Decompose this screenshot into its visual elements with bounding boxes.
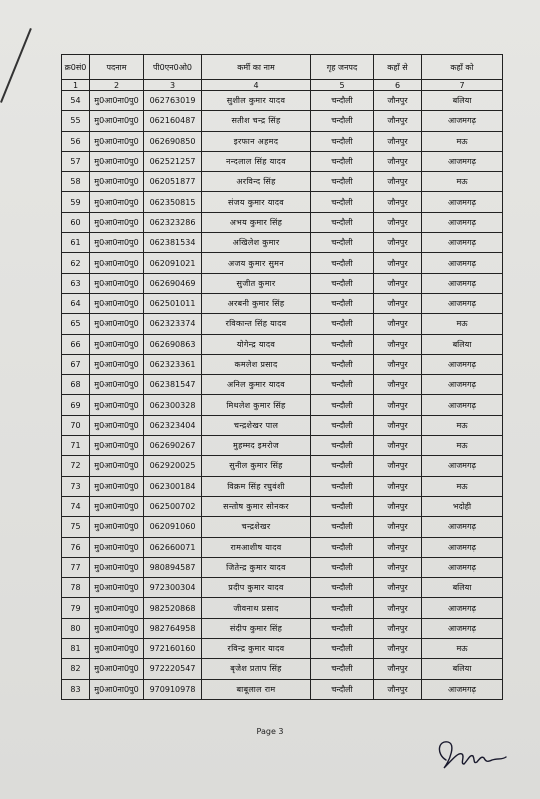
serial-cell: 59 (62, 192, 90, 212)
pno-cell: 062501011 (144, 293, 202, 313)
to-cell: आजमगढ़ (422, 354, 503, 374)
pno-cell: 062300184 (144, 476, 202, 496)
home-district-cell: चन्दौली (311, 476, 374, 496)
to-cell: आजमगढ़ (422, 212, 503, 232)
serial-cell: 74 (62, 496, 90, 516)
header-number: 1 (62, 80, 90, 91)
pno-cell: 062051877 (144, 172, 202, 192)
to-cell: आजमगढ़ (422, 293, 503, 313)
home-district-cell: चन्दौली (311, 578, 374, 598)
home-district-cell: चन्दौली (311, 639, 374, 659)
to-cell: बलिया (422, 334, 503, 354)
from-cell: जौनपुर (374, 111, 422, 131)
pno-cell: 062381534 (144, 233, 202, 253)
pno-cell: 970910978 (144, 679, 202, 699)
name-cell: अजय कुमार सुमन (202, 253, 311, 273)
table-row (62, 557, 503, 577)
from-cell: जौनपुर (374, 618, 422, 638)
pno-cell: 062690469 (144, 273, 202, 293)
table-row (62, 659, 503, 679)
pno-cell: 062521257 (144, 151, 202, 171)
post-cell: मु0आ0ना0पु0 (90, 334, 144, 354)
from-cell: जौनपुर (374, 334, 422, 354)
home-district-cell: चन्दौली (311, 496, 374, 516)
post-cell: मु0आ0ना0पु0 (90, 659, 144, 679)
table-row (62, 375, 503, 395)
post-cell: मु0आ0ना0पु0 (90, 131, 144, 151)
post-cell: मु0आ0ना0पु0 (90, 233, 144, 253)
post-cell: मु0आ0ना0पु0 (90, 578, 144, 598)
table-row (62, 131, 503, 151)
name-cell: अनिल कुमार यादव (202, 375, 311, 395)
table-row (62, 314, 503, 334)
pno-cell: 062323374 (144, 314, 202, 334)
post-cell: मु0आ0ना0पु0 (90, 679, 144, 699)
home-district-cell: चन्दौली (311, 354, 374, 374)
from-cell: जौनपुर (374, 212, 422, 232)
post-cell: मु0आ0ना0पु0 (90, 618, 144, 638)
from-cell: जौनपुर (374, 578, 422, 598)
post-cell: मु0आ0ना0पु0 (90, 293, 144, 313)
table-row (62, 354, 503, 374)
serial-cell: 73 (62, 476, 90, 496)
pno-cell: 062690863 (144, 334, 202, 354)
table-row (62, 618, 503, 638)
home-district-cell: चन्दौली (311, 192, 374, 212)
home-district-cell: चन्दौली (311, 253, 374, 273)
name-cell: योगेन्द्र यादव (202, 334, 311, 354)
serial-cell: 81 (62, 639, 90, 659)
to-cell: आजमगढ़ (422, 253, 503, 273)
to-cell: बलिया (422, 91, 503, 111)
home-district-cell: चन्दौली (311, 679, 374, 699)
serial-cell: 55 (62, 111, 90, 131)
from-cell: जौनपुर (374, 375, 422, 395)
serial-cell: 58 (62, 172, 90, 192)
home-district-cell: चन्दौली (311, 395, 374, 415)
serial-cell: 61 (62, 233, 90, 253)
post-cell: मु0आ0ना0पु0 (90, 496, 144, 516)
header-from: कहाँ से (374, 55, 422, 80)
name-cell: सुशील कुमार यादव (202, 91, 311, 111)
to-cell: आजमगढ़ (422, 192, 503, 212)
home-district-cell: चन्दौली (311, 659, 374, 679)
to-cell: आजमगढ़ (422, 456, 503, 476)
name-cell: प्रदीप कुमार यादव (202, 578, 311, 598)
to-cell: आजमगढ़ (422, 557, 503, 577)
name-cell: मिथलेश कुमार सिंह (202, 395, 311, 415)
home-district-cell: चन्दौली (311, 557, 374, 577)
from-cell: जौनपुर (374, 436, 422, 456)
pno-cell: 982764958 (144, 618, 202, 638)
header-number: 6 (374, 80, 422, 91)
post-cell: मु0आ0ना0पु0 (90, 517, 144, 537)
post-cell: मु0आ0ना0पु0 (90, 395, 144, 415)
table-row (62, 476, 503, 496)
from-cell: जौनपुर (374, 151, 422, 171)
name-cell: सतीश चन्द्र सिंह (202, 111, 311, 131)
header-serial: क्र0सं0 (62, 55, 90, 80)
from-cell: जौनपुर (374, 354, 422, 374)
home-district-cell: चन्दौली (311, 314, 374, 334)
transfer-roster-table (61, 54, 503, 700)
to-cell: आजमगढ़ (422, 618, 503, 638)
home-district-cell: चन्दौली (311, 517, 374, 537)
from-cell: जौनपुर (374, 639, 422, 659)
pno-cell: 062690267 (144, 436, 202, 456)
to-cell: मऊ (422, 314, 503, 334)
post-cell: मु0आ0ना0पु0 (90, 192, 144, 212)
home-district-cell: चन्दौली (311, 375, 374, 395)
table-row (62, 679, 503, 699)
pno-cell: 972300304 (144, 578, 202, 598)
home-district-cell: चन्दौली (311, 151, 374, 171)
header-home-district: गृह जनपद (311, 55, 374, 80)
to-cell: भदोही (422, 496, 503, 516)
header-pno: पी0एन0ओ0 (144, 55, 202, 80)
post-cell: मु0आ0ना0पु0 (90, 375, 144, 395)
header-name: कर्मी का नाम (202, 55, 311, 80)
name-cell: सन्तोष कुमार सोनकर (202, 496, 311, 516)
name-cell: सुनील कुमार सिंह (202, 456, 311, 476)
from-cell: जौनपुर (374, 314, 422, 334)
to-cell: आजमगढ़ (422, 679, 503, 699)
post-cell: मु0आ0ना0पु0 (90, 91, 144, 111)
home-district-cell: चन्दौली (311, 293, 374, 313)
from-cell: जौनपुर (374, 395, 422, 415)
header-row (62, 55, 503, 80)
table-row (62, 273, 503, 293)
from-cell: जौनपुर (374, 659, 422, 679)
serial-cell: 56 (62, 131, 90, 151)
table-row (62, 395, 503, 415)
table-row (62, 436, 503, 456)
serial-cell: 60 (62, 212, 90, 232)
serial-cell: 62 (62, 253, 90, 273)
post-cell: मु0आ0ना0पु0 (90, 537, 144, 557)
pno-cell: 062920025 (144, 456, 202, 476)
from-cell: जौनपुर (374, 172, 422, 192)
from-cell: जौनपुर (374, 598, 422, 618)
table-row (62, 537, 503, 557)
from-cell: जौनपुर (374, 253, 422, 273)
name-cell: रामआशीष यादव (202, 537, 311, 557)
to-cell: मऊ (422, 131, 503, 151)
from-cell: जौनपुर (374, 131, 422, 151)
home-district-cell: चन्दौली (311, 598, 374, 618)
post-cell: मु0आ0ना0पु0 (90, 151, 144, 171)
name-cell: संजय कुमार यादव (202, 192, 311, 212)
from-cell: जौनपुर (374, 233, 422, 253)
serial-cell: 64 (62, 293, 90, 313)
home-district-cell: चन्दौली (311, 233, 374, 253)
serial-cell: 54 (62, 91, 90, 111)
serial-cell: 76 (62, 537, 90, 557)
roster-body (62, 91, 503, 700)
post-cell: मु0आ0ना0पु0 (90, 415, 144, 435)
pno-cell: 062160487 (144, 111, 202, 131)
serial-cell: 67 (62, 354, 90, 374)
post-cell: मु0आ0ना0पु0 (90, 273, 144, 293)
serial-cell: 72 (62, 456, 90, 476)
table-row (62, 192, 503, 212)
page-number: Page 3 (256, 727, 284, 736)
name-cell: रविकान्त सिंह यादव (202, 314, 311, 334)
header-number: 7 (422, 80, 503, 91)
name-cell: नन्दलाल सिंह यादव (202, 151, 311, 171)
from-cell: जौनपुर (374, 476, 422, 496)
header-number: 2 (90, 80, 144, 91)
home-district-cell: चन्दौली (311, 618, 374, 638)
post-cell: मु0आ0ना0पु0 (90, 476, 144, 496)
from-cell: जौनपुर (374, 679, 422, 699)
to-cell: आजमगढ़ (422, 537, 503, 557)
from-cell: जौनपुर (374, 192, 422, 212)
serial-cell: 79 (62, 598, 90, 618)
name-cell: जीवनाथ प्रसाद (202, 598, 311, 618)
pno-cell: 062690850 (144, 131, 202, 151)
name-cell: संदीप कुमार सिंह (202, 618, 311, 638)
table-row (62, 334, 503, 354)
home-district-cell: चन्दौली (311, 131, 374, 151)
post-cell: मु0आ0ना0पु0 (90, 212, 144, 232)
serial-cell: 66 (62, 334, 90, 354)
pno-cell: 062323286 (144, 212, 202, 232)
to-cell: मऊ (422, 172, 503, 192)
serial-cell: 71 (62, 436, 90, 456)
table-row (62, 639, 503, 659)
pno-cell: 062500702 (144, 496, 202, 516)
name-cell: विक्रम सिंह रघुवंशी (202, 476, 311, 496)
pno-cell: 972220547 (144, 659, 202, 679)
pno-cell: 980894587 (144, 557, 202, 577)
home-district-cell: चन्दौली (311, 273, 374, 293)
name-cell: जितेन्द्र कुमार यादव (202, 557, 311, 577)
name-cell: अभय कुमार सिंह (202, 212, 311, 232)
to-cell: मऊ (422, 476, 503, 496)
serial-cell: 75 (62, 517, 90, 537)
signature (432, 730, 512, 774)
post-cell: मु0आ0ना0पु0 (90, 639, 144, 659)
home-district-cell: चन्दौली (311, 91, 374, 111)
pno-cell: 062323404 (144, 415, 202, 435)
to-cell: मऊ (422, 415, 503, 435)
table-row (62, 91, 503, 111)
post-cell: मु0आ0ना0पु0 (90, 253, 144, 273)
pno-cell: 972160160 (144, 639, 202, 659)
pno-cell: 062091060 (144, 517, 202, 537)
serial-cell: 69 (62, 395, 90, 415)
pno-cell: 982520868 (144, 598, 202, 618)
header-to: कहाँ को (422, 55, 503, 80)
name-cell: अरविन्द सिंह (202, 172, 311, 192)
from-cell: जौनपुर (374, 293, 422, 313)
serial-cell: 82 (62, 659, 90, 679)
post-cell: मु0आ0ना0पु0 (90, 557, 144, 577)
table-row (62, 233, 503, 253)
to-cell: आजमगढ़ (422, 395, 503, 415)
name-cell: रविन्द्र कुमार यादव (202, 639, 311, 659)
serial-cell: 65 (62, 314, 90, 334)
pno-cell: 062660071 (144, 537, 202, 557)
home-district-cell: चन्दौली (311, 172, 374, 192)
home-district-cell: चन्दौली (311, 212, 374, 232)
name-cell: कमलेश प्रसाद (202, 354, 311, 374)
serial-cell: 70 (62, 415, 90, 435)
pno-cell: 062763019 (144, 91, 202, 111)
serial-cell: 68 (62, 375, 90, 395)
name-cell: मुहम्मद इमरोज (202, 436, 311, 456)
home-district-cell: चन्दौली (311, 456, 374, 476)
table-row (62, 496, 503, 516)
pno-cell: 062300328 (144, 395, 202, 415)
table-row (62, 578, 503, 598)
table-row (62, 517, 503, 537)
table-row (62, 456, 503, 476)
from-cell: जौनपुर (374, 496, 422, 516)
to-cell: मऊ (422, 639, 503, 659)
to-cell: आजमगढ़ (422, 517, 503, 537)
to-cell: आजमगढ़ (422, 233, 503, 253)
from-cell: जौनपुर (374, 517, 422, 537)
table-row (62, 253, 503, 273)
table-row (62, 172, 503, 192)
post-cell: मु0आ0ना0पु0 (90, 598, 144, 618)
home-district-cell: चन्दौली (311, 334, 374, 354)
name-cell: चन्द्रशेखर पाल (202, 415, 311, 435)
name-cell: बृजेश प्रताप सिंह (202, 659, 311, 679)
pno-cell: 062091021 (144, 253, 202, 273)
to-cell: मऊ (422, 436, 503, 456)
post-cell: मु0आ0ना0पु0 (90, 436, 144, 456)
serial-cell: 83 (62, 679, 90, 699)
name-cell: इरफान अहमद (202, 131, 311, 151)
header-number: 4 (202, 80, 311, 91)
post-cell: मु0आ0ना0पु0 (90, 111, 144, 131)
serial-cell: 63 (62, 273, 90, 293)
pno-cell: 062323361 (144, 354, 202, 374)
header-number-row (62, 80, 503, 91)
header-post: पदनाम (90, 55, 144, 80)
table-row (62, 111, 503, 131)
to-cell: बलिया (422, 659, 503, 679)
home-district-cell: चन्दौली (311, 111, 374, 131)
post-cell: मु0आ0ना0पु0 (90, 354, 144, 374)
table-row (62, 293, 503, 313)
pno-cell: 062381547 (144, 375, 202, 395)
post-cell: मु0आ0ना0पु0 (90, 314, 144, 334)
from-cell: जौनपुर (374, 415, 422, 435)
post-cell: मु0आ0ना0पु0 (90, 172, 144, 192)
serial-cell: 78 (62, 578, 90, 598)
table-row (62, 151, 503, 171)
to-cell: बलिया (422, 578, 503, 598)
serial-cell: 57 (62, 151, 90, 171)
from-cell: जौनपुर (374, 273, 422, 293)
to-cell: आजमगढ़ (422, 598, 503, 618)
from-cell: जौनपुर (374, 557, 422, 577)
post-cell: मु0आ0ना0पु0 (90, 456, 144, 476)
to-cell: आजमगढ़ (422, 273, 503, 293)
table-row (62, 598, 503, 618)
name-cell: चन्द्रशेखर (202, 517, 311, 537)
serial-cell: 80 (62, 618, 90, 638)
to-cell: आजमगढ़ (422, 151, 503, 171)
from-cell: जौनपुर (374, 456, 422, 476)
table-row (62, 212, 503, 232)
name-cell: सुजीत कुमार (202, 273, 311, 293)
home-district-cell: चन्दौली (311, 415, 374, 435)
name-cell: अखिलेश कुमार (202, 233, 311, 253)
pno-cell: 062350815 (144, 192, 202, 212)
table-row (62, 415, 503, 435)
header-number: 5 (311, 80, 374, 91)
serial-cell: 77 (62, 557, 90, 577)
from-cell: जौनपुर (374, 537, 422, 557)
name-cell: बाबूलाल राम (202, 679, 311, 699)
home-district-cell: चन्दौली (311, 436, 374, 456)
header-number: 3 (144, 80, 202, 91)
home-district-cell: चन्दौली (311, 537, 374, 557)
from-cell: जौनपुर (374, 91, 422, 111)
to-cell: आजमगढ़ (422, 111, 503, 131)
to-cell: आजमगढ़ (422, 375, 503, 395)
name-cell: अरबनी कुमार सिंह (202, 293, 311, 313)
